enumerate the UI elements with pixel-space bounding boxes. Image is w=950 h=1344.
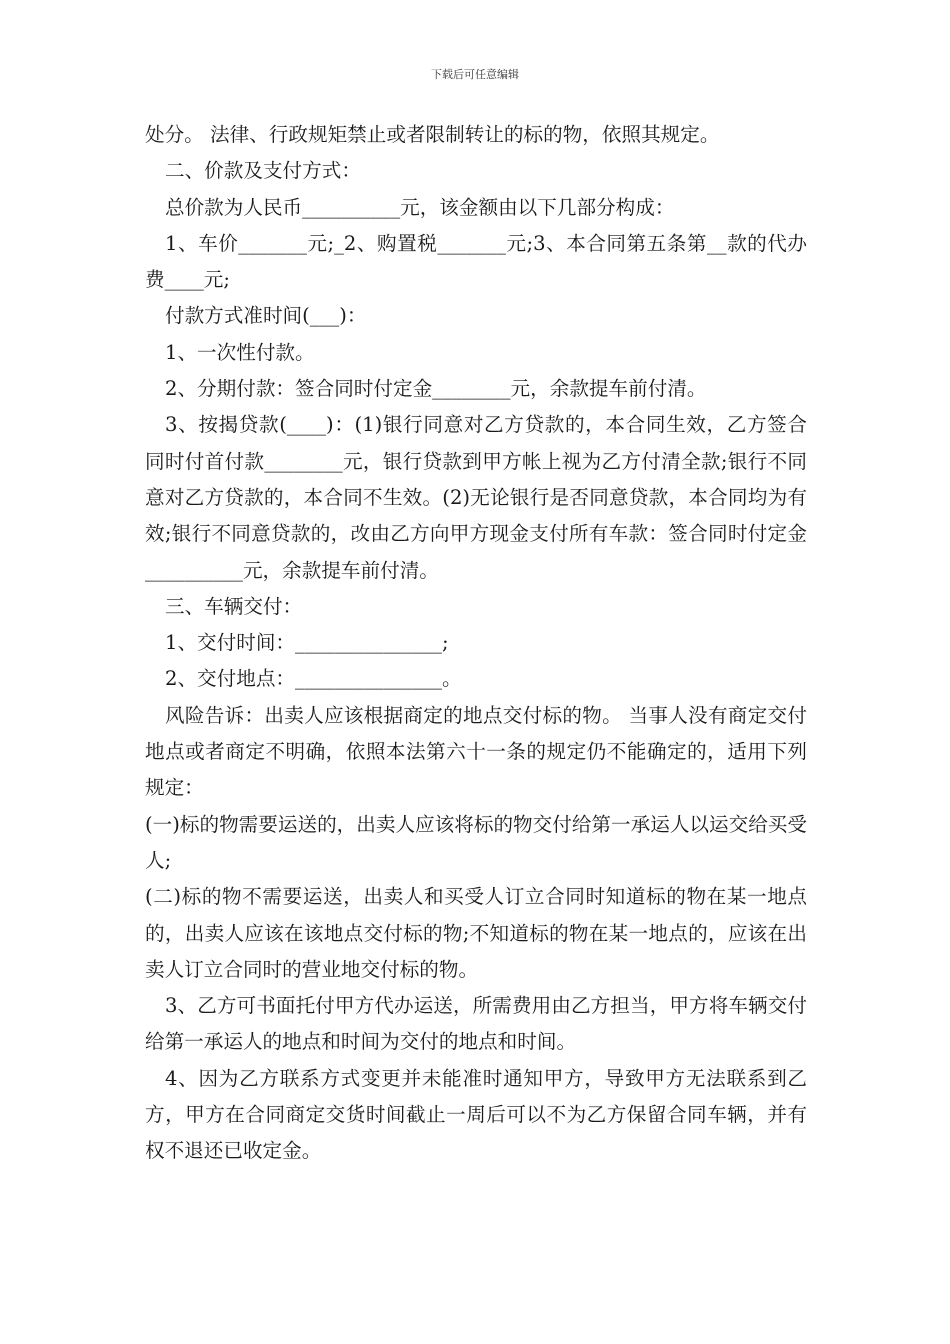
paragraph-mortgage: 3、按揭贷款(____)：(1)银行同意对乙方贷款的，本合同生效，乙方签合同时付首付款________元，银行贷款到甲方帐上视为乙方付清全款;银行不同意对乙方贷款的，本合同不生效。(2)无论银行是否同意贷款，本合同均为有效;银行不同意贷款的，改由乙方向甲方现金支付所有车款：签合同时付定金__________元，余款提车前付清。 <box>145 413 807 582</box>
paragraph-delivery-place: 2、交付地点：_______________。 <box>165 667 462 691</box>
paragraph-lump-sum: 1、一次性付款。 <box>165 340 315 364</box>
paragraph-price-items: 1、车价_______元;_2、购置税_______元;3、本合同第五条第__款的代办费____元; <box>145 231 807 292</box>
page-header: 下载后可任意编辑 <box>431 68 519 81</box>
paragraph-delivery-time: 1、交付时间：_______________; <box>165 631 449 655</box>
paragraph-contact-change: 4、因为乙方联系方式变更并未能准时通知甲方，导致甲方无法联系到乙方，甲方在合同商定交货时间截止一周后可以不为乙方保留合同车辆，并有权不退还已收定金。 <box>145 1066 807 1163</box>
section-heading-delivery: 三、车辆交付： <box>165 594 303 618</box>
paragraph-payment-method: 付款方式准时间(___)： <box>165 304 367 328</box>
paragraph-continuation: 处分。 法律、行政规矩禁止或者限制转让的标的物，依照其规定。 <box>145 123 720 146</box>
section-heading-price: 二、价款及支付方式： <box>165 159 361 183</box>
paragraph-rule-two: (二)标的物不需要运送，出卖人和买受人订立合同时知道标的物在某一地点的，出卖人应该在该地点交付标的物;不知道标的物在某一地点的，应该在出卖人订立合同时的营业地交付标的物。 <box>145 885 807 981</box>
paragraph-total-price: 总价款为人民币__________元，该金额由以下几部分构成： <box>165 195 675 219</box>
document-body <box>145 117 807 1170</box>
paragraph-rule-one: (一)标的物需要运送的，出卖人应该将标的物交付给第一承运人以运交给买受人; <box>145 812 807 872</box>
paragraph-risk-notice: 风险告诉：出卖人应该根据商定的地点交付标的物。 当事人没有商定交付地点或者商定不明确，依照本法第六十一条的规定仍不能确定的，适用下列规定： <box>145 703 807 800</box>
paragraph-entrusted-shipping: 3、乙方可书面托付甲方代办运送，所需费用由乙方担当，甲方将车辆交付给第一承运人的地点和时间为交付的地点和时间。 <box>145 994 807 1054</box>
paragraph-installment: 2、分期付款：签合同时付定金________元，余款提车前付清。 <box>165 377 707 401</box>
